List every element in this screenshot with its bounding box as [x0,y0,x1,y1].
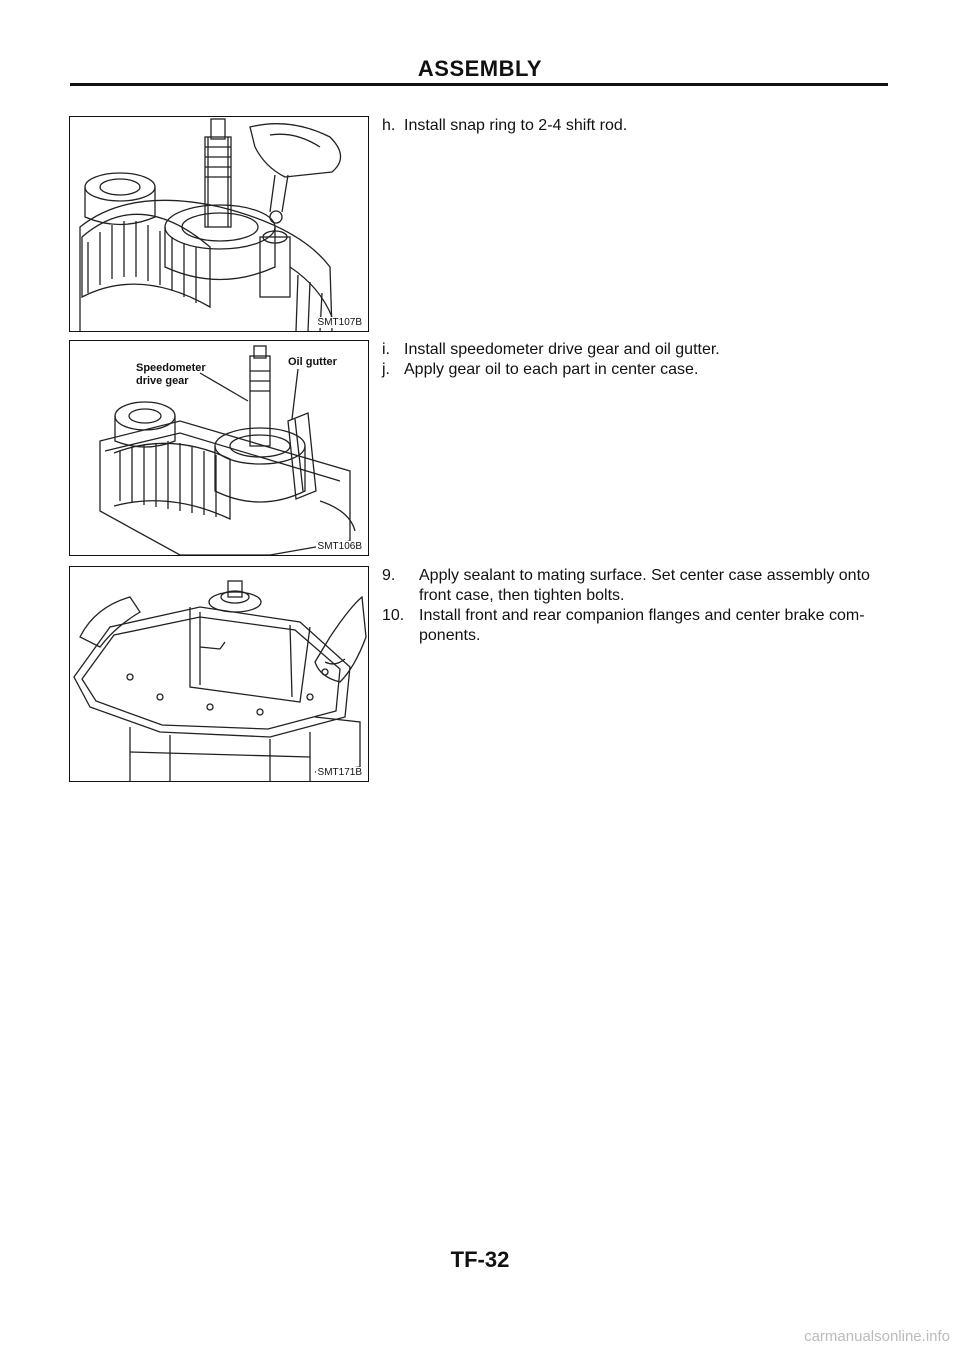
figure-speedometer-gear [69,340,369,556]
step-text: Install speedometer drive gear and oil gutter. [404,341,720,358]
label-drive-gear: drive gear [136,375,189,387]
step-item [382,360,888,380]
watermark: carmanualsonline.info [804,1328,950,1345]
label-oil-gutter: Oil gutter [288,356,337,368]
step-group-ij [382,340,888,380]
page-number: TF-32 [450,1247,510,1272]
illustration-speedometer-oil-gutter [70,341,368,555]
step-label: j. [382,361,390,378]
step-label: h. [382,117,396,134]
step-group-9-10 [382,566,888,646]
step-text: Apply gear oil to each part in center case. [404,361,699,378]
figure-code: SMT106B [317,541,362,552]
step-item [382,606,888,646]
figure-code: SMT107B [317,317,362,328]
step-text: Install front and rear companion flanges and center brake com-ponents. [419,607,865,644]
figure-center-case [69,566,369,782]
step-item [382,566,888,606]
step-text: Apply sealant to mating surface. Set center case assembly onto front case, then tighten bolts. [419,567,870,604]
page-title: ASSEMBLY [417,56,543,81]
figure-snap-ring [69,116,369,332]
figure-code: SMT171B [317,767,362,778]
illustration-center-case-assembly [70,567,368,781]
step-label: 10. [382,607,405,624]
step-text: Install snap ring to 2-4 shift rod. [404,117,628,134]
illustration-snap-ring-install [70,117,368,331]
step-item [382,340,888,360]
step-item [382,116,888,136]
step-group-h [382,116,888,136]
step-label: 9. [382,567,396,584]
label-speedometer: Speedometer [136,362,206,374]
step-label: i. [382,341,390,358]
header-rule [70,83,888,86]
